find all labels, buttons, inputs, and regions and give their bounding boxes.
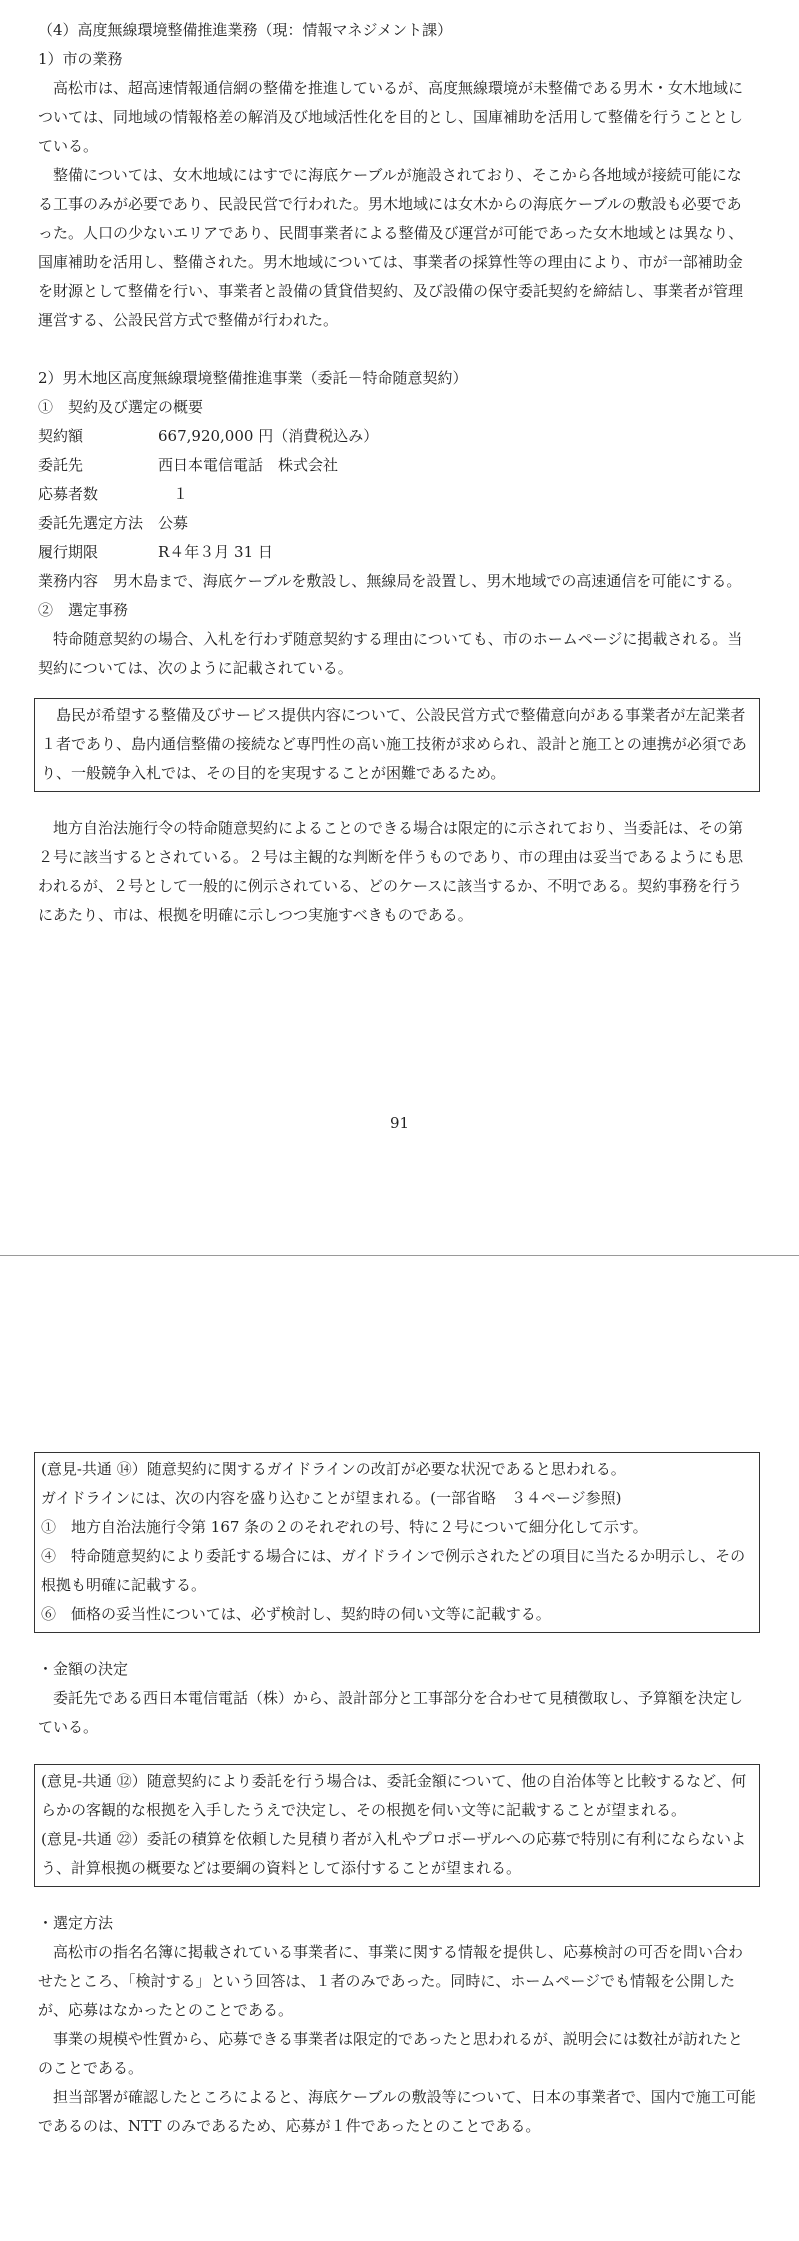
opinion-line: ① 地方自治法施行令第 167 条の２のそれぞれの号、特に２号について細分化して示す。 <box>41 1518 648 1536</box>
opinion-line: (意見-共通 ㉒）委託の積算を依頼した見積り者が入札やプロポーザルへの応募で特別に有利にならないよう、計算根拠の概要などは要綱の資料として添付することが望まれる。 <box>41 1830 746 1877</box>
opinion-line: ⑥ 価格の妥当性については、必ず検討し、契約時の伺い文等に記載する。 <box>41 1605 551 1623</box>
subsection-heading: 1）市の業務 <box>38 50 123 68</box>
work-description <box>38 567 756 596</box>
page-92 <box>0 1258 799 2241</box>
paragraph: 整備については、女木地域にはすでに海底ケーブルが施設されており、そこから各地域が接続可能になる工事のみが必要であり、民設民営で行われた。男木地域には女木からの海底ケーブルの敷設も必要であった。人口の少ないエリアであり、民間事業者による整備及び運営が可能であった女木地域とは異なり、国庫補助を活用し、整備された。男木地域については、事業者の採算性等の理由により、市が一部補助金を財源として整備を行い、事業者と設備の賃貸借契約、及び設備の保守委託契約を締結し、事業者が管理運営する、公設民営方式で整備が行われた。 <box>38 166 744 329</box>
paragraph: 地方自治法施行令の特命随意契約によることのできる場合は限定的に示されており、当委託は、その第２号に該当するとされている。２号は主観的な判断を伴うものであり、市の理由は妥当であるようにも思われるが、２号として一般的に例示されている、どのケースに該当するか、不明である。契約事務を行うにあたり、市は、根拠を明確に示しつつ実施すべきものである。 <box>38 819 744 924</box>
contract-value: 西日本電信電話 株式会社 <box>158 456 339 474</box>
contract-label: 契約額 <box>38 427 84 445</box>
opinion-line: ④ 特命随意契約により委託する場合には、ガイドラインで例示されたどの項目に当たるか明示し、その根拠も明確に記載する。 <box>41 1547 746 1594</box>
page-92-content <box>38 1452 756 2141</box>
paragraph: 高松市は、超高速情報通信網の整備を推進しているが、高度無線環境が未整備である男木・女木地域については、同地域の情報格差の解消及び地域活性化を目的とし、国庫補助を活用して整備を行うこととしている。 <box>38 79 744 155</box>
opinion-line: (意見-共通 ⑫）随意契約により委託を行う場合は、委託金額について、他の自治体等と比較するなど、何らかの客観的な根拠を入手したうえで決定し、その根拠を伺い文等に記載することが望まれる。 <box>41 1772 747 1819</box>
contract-value: R４年３月 31 日 <box>158 543 273 561</box>
page-divider <box>0 1255 799 1256</box>
bullet-heading: ・選定方法 <box>38 1914 114 1932</box>
paragraph: 事業の規模や性質から、応募できる事業者は限定的であったと思われるが、説明会には数社が訪れたとのことである。 <box>38 2030 743 2077</box>
paragraph: 高松市の指名名簿に掲載されている事業者に、事業に関する情報を提供し、応募検討の可否を問い合わせたところ、「検討する」という回答は、１者のみであった。同時に、ホームページでも情報を公開したが、応募はなかったとのことである。 <box>38 1943 744 2019</box>
contract-label: 履行期限 <box>38 543 99 561</box>
contract-row <box>38 538 756 567</box>
contract-row <box>38 480 756 509</box>
quote-box <box>34 698 760 792</box>
bullet-heading: ・金額の決定 <box>38 1660 129 1678</box>
opinion-line: ガイドラインには、次の内容を盛り込むことが望まれる。(一部省略 ３４ページ参照) <box>41 1489 622 1507</box>
work-value: 男木島まで、海底ケーブルを敷設し、無線局を設置し、男木地域での高速通信を可能にする。 <box>113 572 742 590</box>
quote-text: 島民が希望する整備及びサービス提供内容について、公設民営方式で整備意向がある事業者が左記業者１者であり、島内通信整備の接続など専門性の高い施工技術が求められ、設計と施工との連携が必須であり、一般競争入札では、その目的を実現することが困難であるため。 <box>41 706 747 782</box>
opinion-box <box>34 1764 760 1887</box>
contract-value: １ <box>158 485 189 503</box>
opinion-line: (意見-共通 ⑭）随意契約に関するガイドラインの改訂が必要な状況であると思われる。 <box>41 1460 626 1478</box>
page-91-content <box>38 16 756 930</box>
section-heading: （4）高度無線環境整備推進業務（現：情報マネジメント課） <box>38 21 453 39</box>
paragraph: 委託先である西日本電信電話（株）から、設計部分と工事部分を合わせて見積徴取し、予算額を決定している。 <box>38 1689 744 1736</box>
contract-label: 委託先選定方法 <box>38 514 144 532</box>
contract-value: 667,920,000 円（消費税込み） <box>158 427 379 445</box>
item-heading: ① 契約及び選定の概要 <box>38 398 204 416</box>
paragraph: 特命随意契約の場合、入札を行わず随意契約する理由についても、市のホームページに掲載される。当契約については、次のように記載されている。 <box>38 630 743 677</box>
contract-row <box>38 422 756 451</box>
paragraph: 担当部署が確認したところによると、海底ケーブルの敷設等について、日本の事業者で、国内で施工可能であるのは、NTT のみであるため、応募が１件であったとのことである。 <box>38 2088 756 2135</box>
contract-row <box>38 451 756 480</box>
subsection-heading: 2）男木地区高度無線環境整備推進事業（委託－特命随意契約） <box>38 369 468 387</box>
contract-row <box>38 509 756 538</box>
page-number: 91 <box>389 1114 410 1132</box>
contract-label: 委託先 <box>38 456 84 474</box>
item-heading: ② 選定事務 <box>38 601 129 619</box>
contract-value: 公募 <box>158 514 189 532</box>
contract-label: 応募者数 <box>38 485 99 503</box>
work-label: 業務内容 <box>38 572 99 590</box>
opinion-box <box>34 1452 760 1633</box>
